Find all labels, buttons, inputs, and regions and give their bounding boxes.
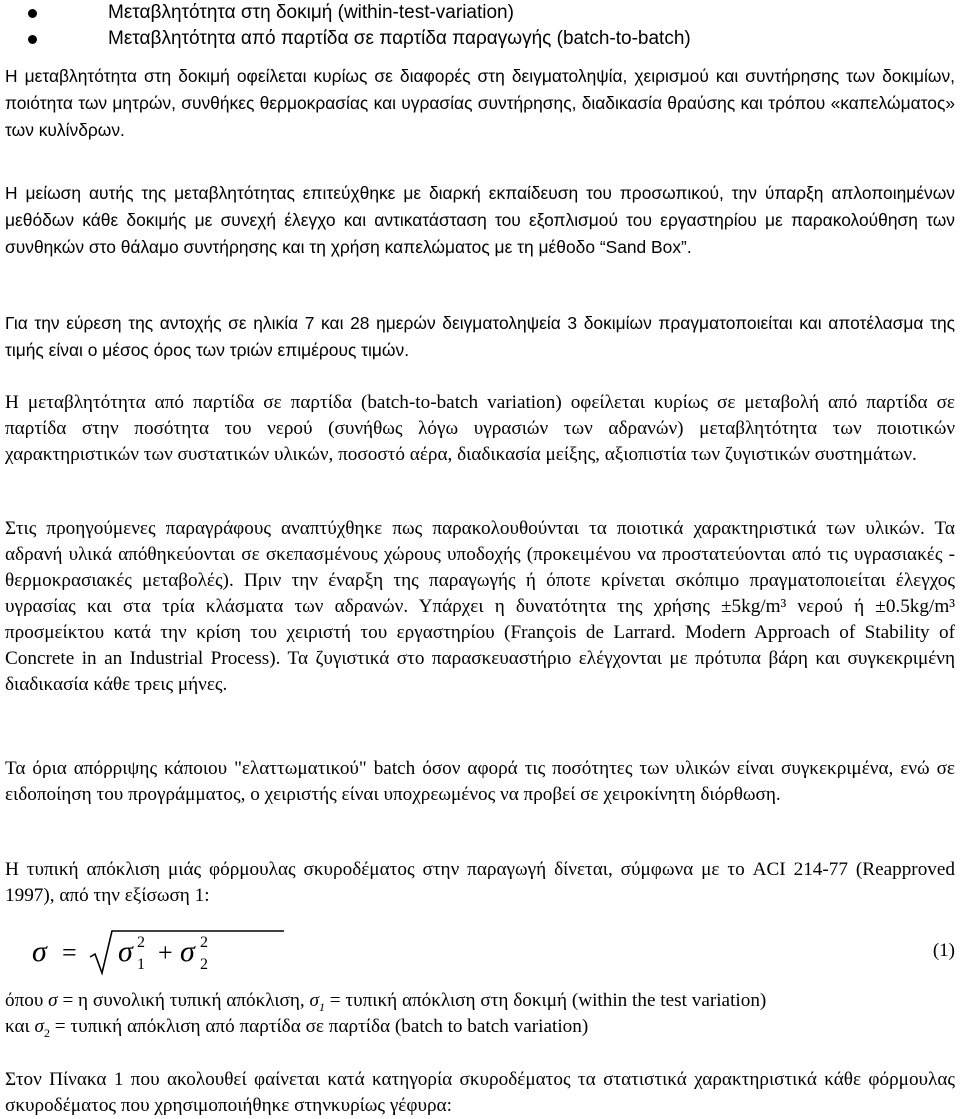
definition-prefix: όπου bbox=[5, 990, 49, 1011]
bullet-item bbox=[0, 26, 960, 52]
sigma-1-subscript: 1 bbox=[137, 956, 145, 973]
paragraph-variation-reduction: Η μείωση αυτής της μεταβλητότητας επιτεύχθηκε με διαρκή εκπαίδευση του προσωπικού, την ύπαρξη απλοποιημένων μεθόδων κάθε δοκιμής με συνεχή έλεγχο και αντικατάσταση του εξοπλισμού του εργαστηρίου με παρακολούθηση των συνθηκών στο θάλαμο συντήρησης και τη χρήση καπελώματος με τη μέθοδο “Sand Box”. bbox=[5, 183, 955, 257]
paragraph-batch-variation: Η μεταβλητότητα από παρτίδα σε παρτίδα (batch-to-batch variation) οφείλεται κυρίως σε μεταβολή από παρτίδα σε παρτίδα στην ποσότητα του νερού (συνήθως λόγω υγρασιών των αδρανών) μεταβλητότητα των ποιοτικών χαρακτηριστικών των συστατικών υλικών, ποσοστό αέρα, διαδικασία μείξης, αξιοπιστία των ζυγιστικών συστημάτων. bbox=[5, 392, 955, 465]
symbol-sigma-1: σ bbox=[309, 990, 319, 1011]
sub-1-text: 1 bbox=[318, 999, 325, 1014]
equation-1 bbox=[0, 925, 960, 981]
definition-sigma: = η συνολική τυπική απόκλιση, bbox=[57, 990, 310, 1011]
paragraph-test-variation: Η μεταβλητότητα στη δοκιμή οφείλεται κυρίως σε διαφορές στη δειγματοληψία, χειρισμού και συντήρησης των δοκιμίων, ποιότητα των μητρών, συνθήκες θερμοκρασίας και υγρασίας συντήρησης, διαδικασία θραύσης και τρόπου «καπελώματος» των κυλίνδρων. bbox=[5, 66, 955, 140]
symbol-sigma: σ bbox=[48, 990, 58, 1011]
plus-sign: + bbox=[158, 938, 173, 967]
paragraph-rejection-limits: Τα όρια απόρριψης κάποιου "ελαττωματικού" batch όσον αφορά τις ποσότητες των υλικών είναι συγκεκριμένα, ενώ σε ειδοποίηση του προγράμματος, ο χειριστής είναι υποχρεωμένος να προβεί σε χειροκίνητη διόρθωση. bbox=[5, 758, 955, 805]
equation-number: (1) bbox=[932, 940, 955, 961]
definition-line2-prefix: και bbox=[5, 1016, 35, 1037]
bullet-dot-icon bbox=[28, 35, 37, 44]
paragraph-standard-deviation: Η τυπική απόκλιση μιάς φόρμουλας σκυροδέματος στην παραγωγή δίνεται, σύμφωνα με το ACI 214-77 (Reapproved 1997), από την εξίσωση 1: bbox=[5, 859, 955, 906]
sub-2-text: 2 bbox=[43, 1025, 50, 1040]
sigma-2-subscript: 2 bbox=[200, 956, 208, 973]
bullet-item bbox=[0, 0, 960, 26]
sigma-2: σ bbox=[180, 935, 195, 968]
paragraph-table-intro: Στον Πίνακα 1 που ακολουθεί φαίνεται κατά κατηγορία σκυροδέματος τα στατιστικά χαρακτηριστικά κάθε φόρμουλας σκυροδέματος που χρησιμοποιήθηκε στηνκυρίως γέφυρα: bbox=[5, 1069, 955, 1116]
symbol-sigma-2: σ bbox=[34, 1016, 44, 1037]
sigma-1: σ bbox=[118, 935, 133, 968]
sigma-1-superscript: 2 bbox=[137, 934, 145, 951]
paragraph-materials-quality: Στις προηγούμενες παραγράφους αναπτύχθηκε πως παρακολουθούνται τα ποιοτικά χαρακτηριστικά των υλικών. Τα αδρανή υλικά απόθηκεύονται σε σκεπασμένους χώρους υποδοχής (προκειμένου να προστατεύονται από τις υγρασιακές - θερμοκρασιακές μεταβολές). Πριν την έναρξη της παραγωγής ή όποτε κρίνεται σκόπιμο πραγματοποιείται έλεγχος υγρασίας και στα τρία κλάσματα των αδρανών. Υπάρχει η δυνατότητα της χρήσης ±5kg/m³ νερού ή ±0.5kg/m³ προσμείκτου κατά την κρίση του χειριστή του εργαστηρίου (François de Larrard. Modern Approach of Stability of Concrete in an Industrial Process). Τα ζυγιστικά στο παρασκευαστήριο ελέγχονται με πρότυπα βάρη και συγκεκριμένη διαδικασία κάθε τρεις μήνες. bbox=[5, 518, 955, 695]
sigma-total: σ bbox=[32, 935, 47, 968]
bullet-list bbox=[0, 0, 960, 52]
definition-sigma-1: = τυπική απόκλιση στη δοκιμή (within the test variation) bbox=[324, 990, 767, 1011]
paragraph-definitions bbox=[5, 988, 955, 1040]
bullet-text: Μεταβλητότητα από παρτίδα σε παρτίδα παραγωγής (batch-to-batch) bbox=[108, 28, 691, 49]
bullet-dot-icon bbox=[28, 9, 37, 18]
equals-sign: = bbox=[62, 938, 77, 967]
equation-formula bbox=[28, 925, 288, 981]
definition-sigma-2: = τυπική απόκλιση από παρτίδα σε παρτίδα (batch to batch variation) bbox=[49, 1016, 589, 1037]
sigma-2-superscript: 2 bbox=[200, 934, 208, 951]
paragraph-strength-sampling: Για την εύρεση της αντοχής σε ηλικία 7 και 28 ημερών δειγματοληψεία 3 δοκιμίων πραγματοποιείται και αποτέλασμα της τιμής είναι ο μέσος όρος των τριών επιμέρους τιμών. bbox=[5, 313, 955, 360]
bullet-text: Μεταβλητότητα στη δοκιμή (within-test-variation) bbox=[108, 2, 514, 23]
